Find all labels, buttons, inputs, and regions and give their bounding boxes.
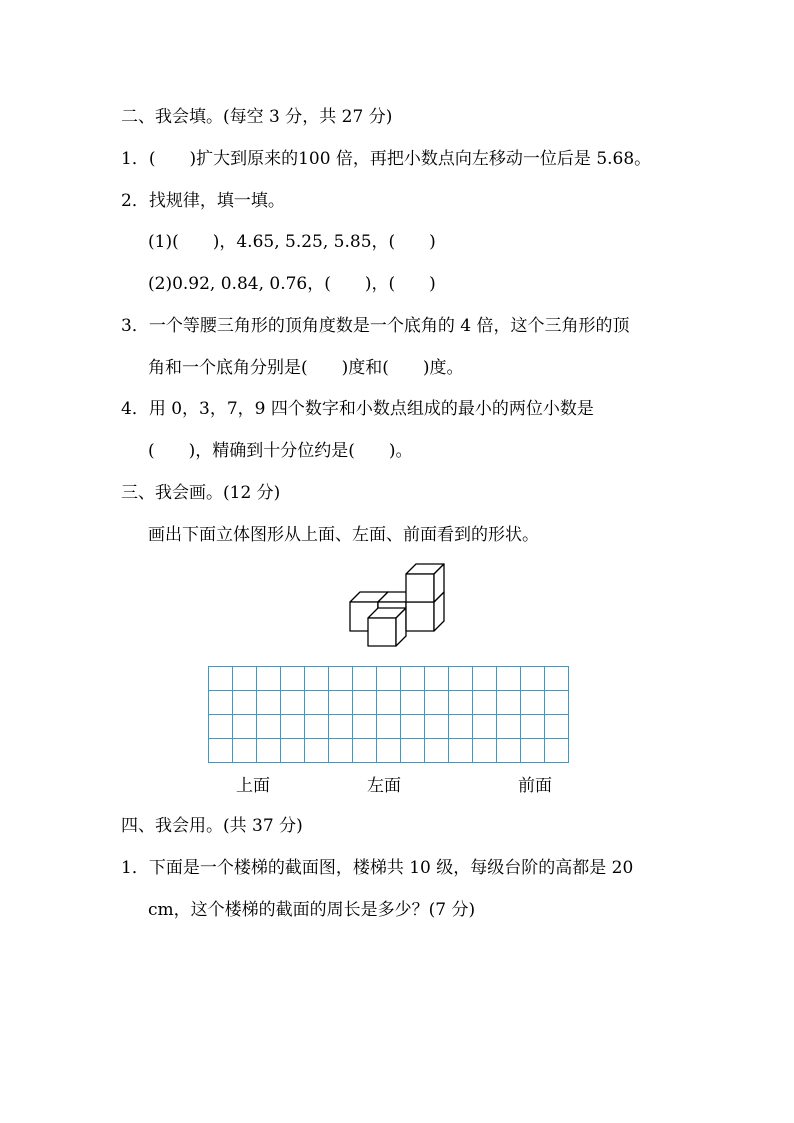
- grid-cell[interactable]: [473, 739, 497, 763]
- section3-instruction: 画出下面立体图形从上面、左面、前面看到的形状。: [148, 525, 539, 545]
- grid-cell[interactable]: [353, 715, 377, 739]
- question-4-line-2: ( )，精确到十分位约是( )。: [148, 441, 413, 461]
- grid-cell[interactable]: [209, 715, 233, 739]
- label-left-view: 左面: [367, 776, 401, 796]
- grid-cell[interactable]: [257, 667, 281, 691]
- grid-row: [209, 667, 569, 691]
- grid-row: [209, 715, 569, 739]
- grid-cell[interactable]: [401, 691, 425, 715]
- grid-cell[interactable]: [233, 739, 257, 763]
- grid-cell[interactable]: [401, 667, 425, 691]
- grid-cell[interactable]: [233, 715, 257, 739]
- grid-cell[interactable]: [377, 691, 401, 715]
- grid-cell[interactable]: [545, 691, 569, 715]
- grid-cell[interactable]: [281, 715, 305, 739]
- section4-question-1-line-2: cm，这个楼梯的截面的周长是多少？(7 分): [148, 900, 476, 920]
- grid-cell[interactable]: [521, 739, 545, 763]
- grid-cell[interactable]: [209, 739, 233, 763]
- grid-cell[interactable]: [281, 739, 305, 763]
- grid-cell[interactable]: [257, 691, 281, 715]
- cube-right-lower-front: [406, 602, 434, 631]
- question-4-line-1: 4．用 0，3，7，9 四个数字和小数点组成的最小的两位小数是: [121, 399, 594, 419]
- section2-heading: 二、我会填。(每空 3 分，共 27 分): [121, 107, 393, 127]
- question-3-line-1: 3．一个等腰三角形的顶角度数是一个底角的 4 倍，这个三角形的顶: [121, 316, 630, 336]
- grid-cell[interactable]: [473, 667, 497, 691]
- grid-cell[interactable]: [401, 715, 425, 739]
- grid-cell[interactable]: [425, 667, 449, 691]
- grid-cell[interactable]: [401, 739, 425, 763]
- grid-cell[interactable]: [497, 691, 521, 715]
- grid-cell[interactable]: [305, 715, 329, 739]
- grid-cell[interactable]: [257, 715, 281, 739]
- grid-cell[interactable]: [521, 715, 545, 739]
- grid-cell[interactable]: [329, 667, 353, 691]
- question-3-line-2: 角和一个底角分别是( )度和( )度。: [148, 358, 464, 378]
- question-2-part-2: (2)0.92, 0.84, 0.76，( )，( ): [148, 274, 436, 294]
- grid-cell[interactable]: [521, 691, 545, 715]
- grid-cell[interactable]: [353, 667, 377, 691]
- grid-cell[interactable]: [545, 715, 569, 739]
- grid-cell[interactable]: [305, 667, 329, 691]
- cube-figure: [345, 562, 455, 652]
- drawing-grid[interactable]: [208, 666, 569, 763]
- label-front-view: 前面: [518, 776, 552, 796]
- grid-cell[interactable]: [281, 691, 305, 715]
- grid-row: [209, 691, 569, 715]
- grid-cell[interactable]: [521, 667, 545, 691]
- grid-cell[interactable]: [377, 739, 401, 763]
- grid-cell[interactable]: [473, 715, 497, 739]
- section4-question-1-line-1: 1．下面是一个楼梯的截面图，楼梯共 10 级，每级台阶的高都是 20: [121, 858, 634, 878]
- grid-table: [208, 666, 569, 763]
- grid-cell[interactable]: [233, 667, 257, 691]
- section3-heading: 三、我会画。(12 分): [121, 483, 281, 503]
- grid-cell[interactable]: [305, 739, 329, 763]
- grid-cell[interactable]: [209, 667, 233, 691]
- grid-row: [209, 739, 569, 763]
- question-2: 2．找规律，填一填。: [121, 191, 285, 211]
- grid-cell[interactable]: [497, 715, 521, 739]
- grid-cell[interactable]: [377, 667, 401, 691]
- question-2-part-1: (1)( )，4.65, 5.25, 5.85，( ): [148, 232, 436, 252]
- grid-cell[interactable]: [329, 739, 353, 763]
- grid-cell[interactable]: [329, 715, 353, 739]
- grid-cell[interactable]: [209, 691, 233, 715]
- grid-cell[interactable]: [449, 739, 473, 763]
- question-1: 1．( )扩大到原来的100 倍，再把小数点向左移动一位后是 5.68。: [121, 149, 652, 169]
- grid-cell[interactable]: [473, 691, 497, 715]
- grid-cell[interactable]: [425, 715, 449, 739]
- grid-cell[interactable]: [377, 715, 401, 739]
- section4-heading: 四、我会用。(共 37 分): [121, 816, 303, 836]
- cube-right-upper-front: [406, 574, 434, 602]
- grid-cell[interactable]: [281, 667, 305, 691]
- grid-cell[interactable]: [305, 691, 329, 715]
- grid-cell[interactable]: [233, 691, 257, 715]
- label-top-view: 上面: [236, 776, 270, 796]
- grid-cell[interactable]: [449, 715, 473, 739]
- grid-cell[interactable]: [545, 739, 569, 763]
- grid-cell[interactable]: [497, 667, 521, 691]
- grid-cell[interactable]: [353, 739, 377, 763]
- grid-cell[interactable]: [329, 691, 353, 715]
- grid-cell[interactable]: [497, 739, 521, 763]
- grid-cell[interactable]: [545, 667, 569, 691]
- grid-cell[interactable]: [425, 739, 449, 763]
- cube-front-front: [368, 618, 396, 646]
- grid-cell[interactable]: [257, 739, 281, 763]
- grid-cell[interactable]: [449, 691, 473, 715]
- grid-cell[interactable]: [425, 691, 449, 715]
- grid-cell[interactable]: [353, 691, 377, 715]
- grid-cell[interactable]: [449, 667, 473, 691]
